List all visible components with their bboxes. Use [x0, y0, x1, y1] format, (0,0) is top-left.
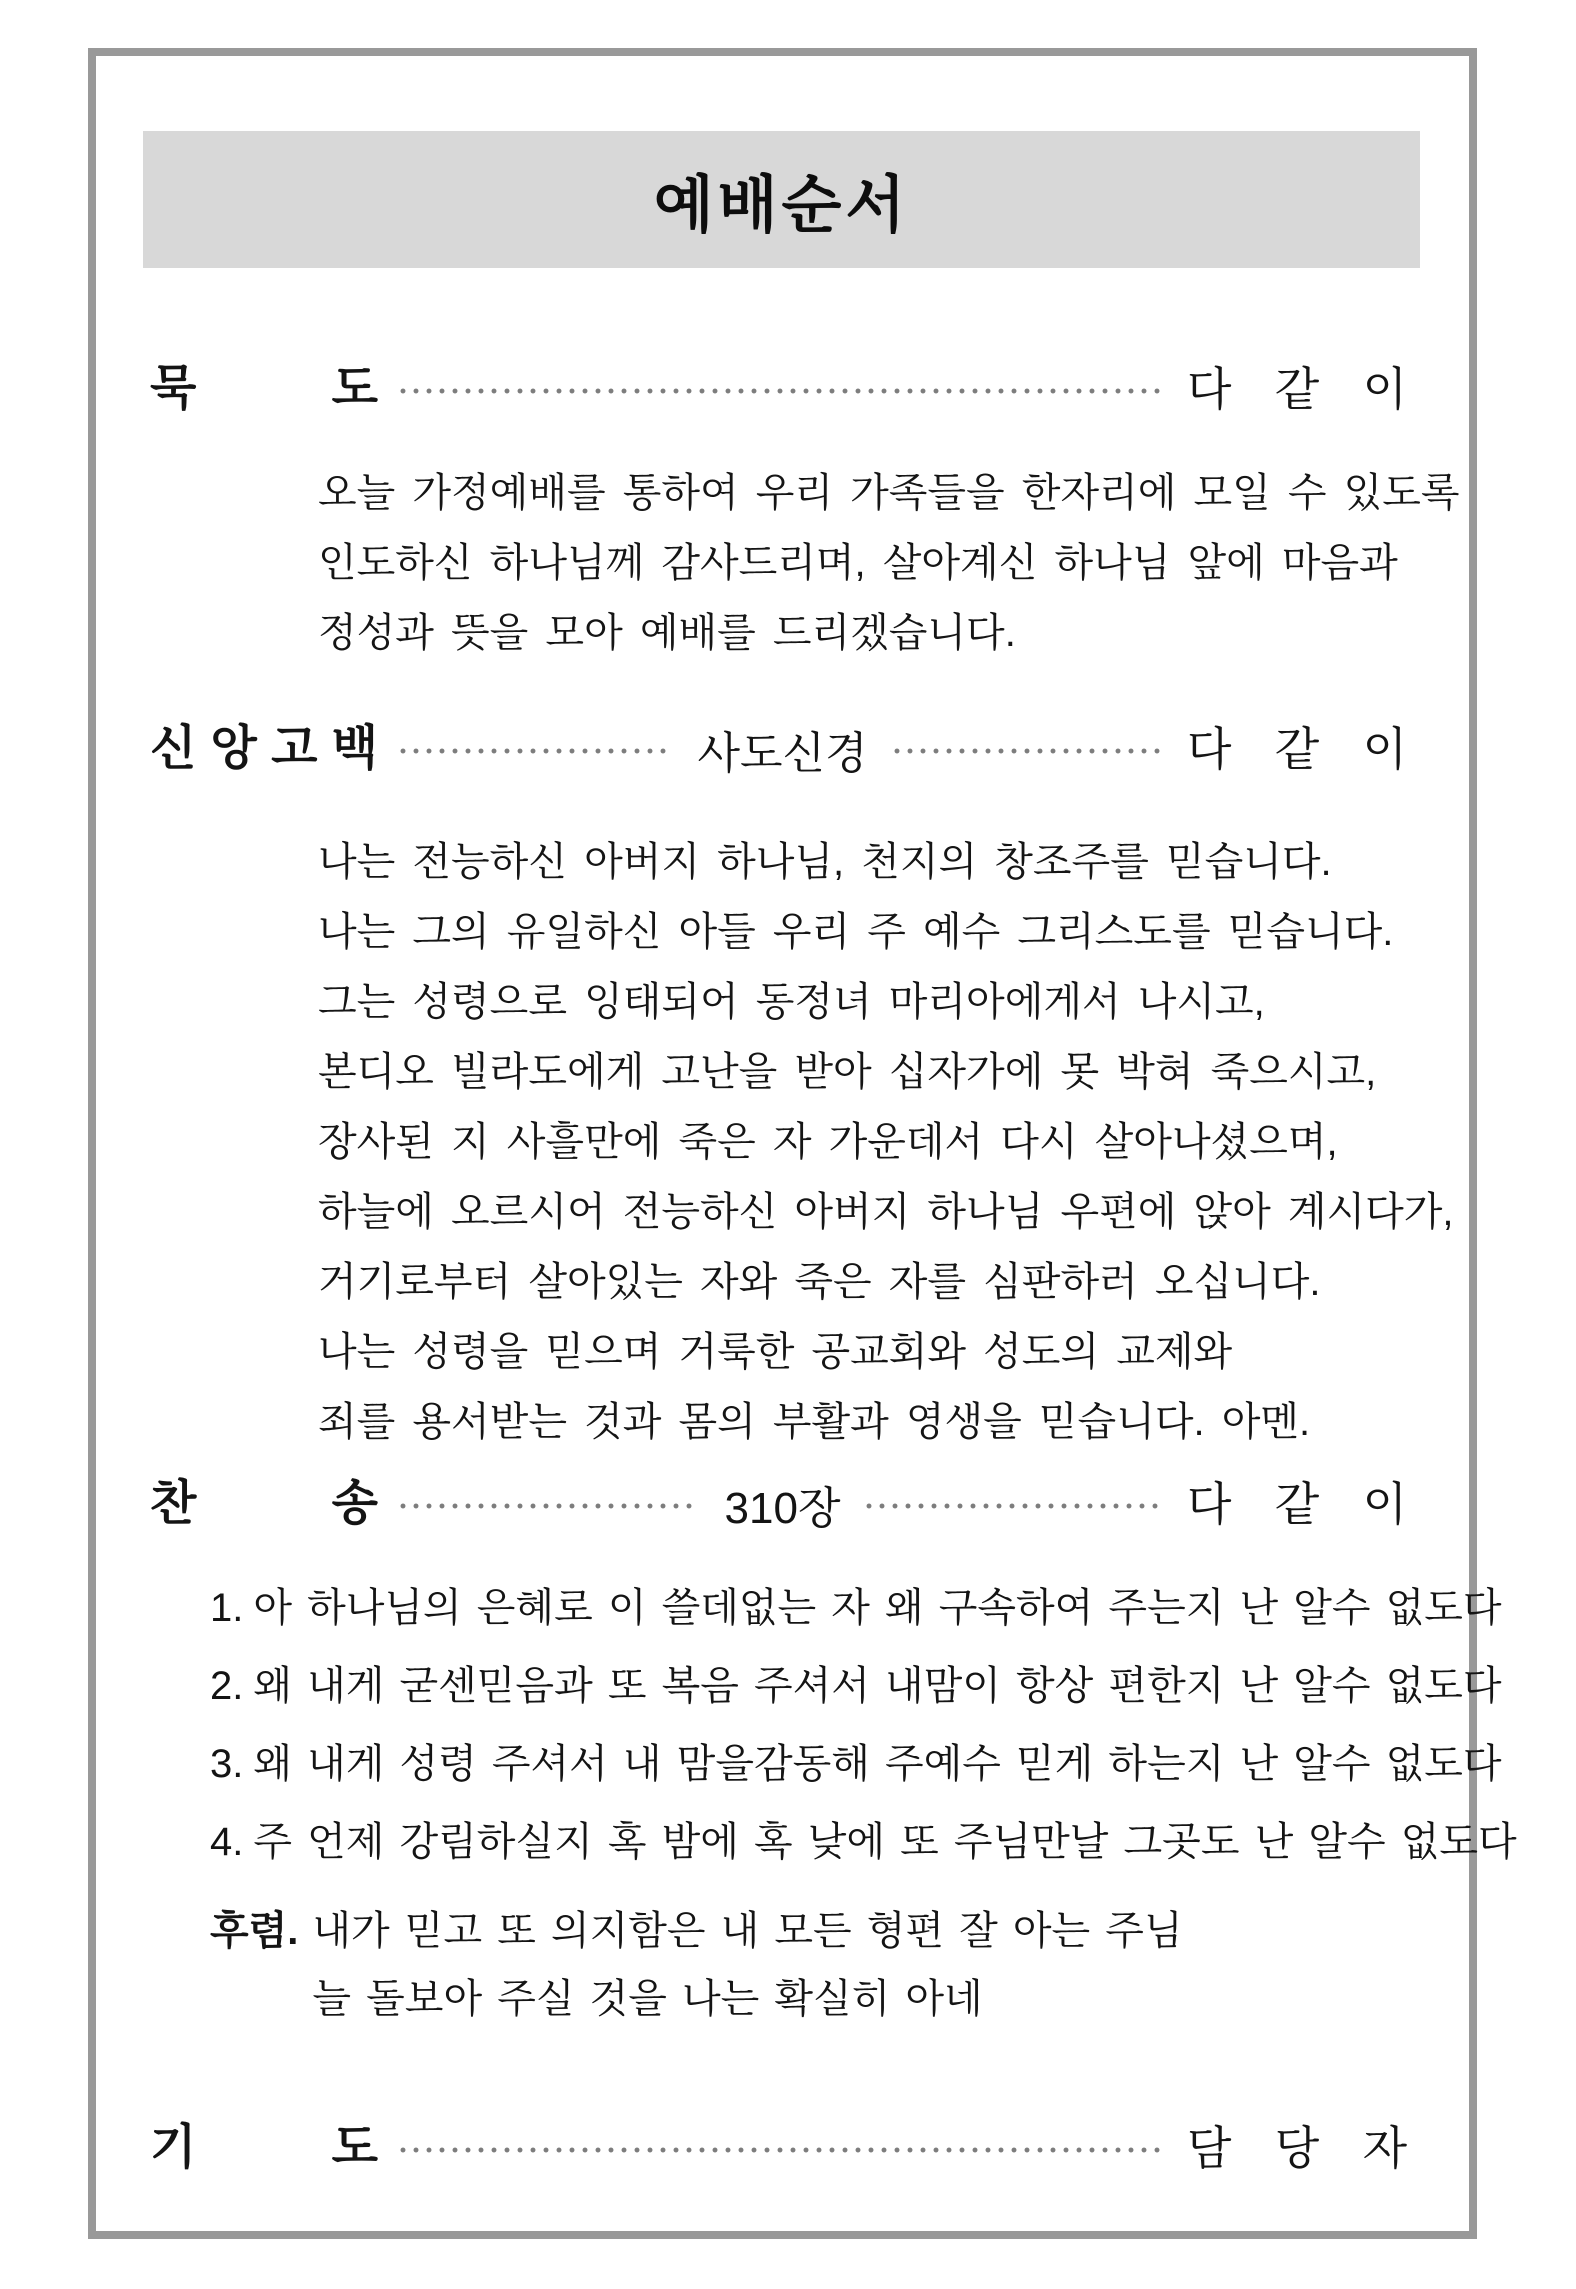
- order-performer-confession: [1187, 720, 1407, 778]
- hymn-verse-2: [210, 1663, 1502, 1709]
- document-border-frame: [88, 48, 1517, 2239]
- performer-char: 같: [1274, 363, 1320, 415]
- order-performer-hymn: [1187, 1475, 1407, 1533]
- order-label-hymn: [150, 1475, 378, 1533]
- text-line: 그는 성령으로 잉태되어 동정녀 마리아에게서 나시고,: [318, 980, 1265, 1024]
- text-line: 거기로부터 살아있는 자와 죽은 자를 심판하러 오십니다.: [318, 1260, 1321, 1304]
- text-line: 나는 그의 유일하신 아들 우리 주 예수 그리스도를 믿습니다.: [318, 910, 1394, 954]
- text-line: 오늘 가정예배를 통하여 우리 가족들을 한자리에 모일 수 있도록: [318, 471, 1460, 515]
- order-label-silent-prayer: [150, 360, 378, 418]
- label-char: 신: [150, 722, 197, 775]
- text-line: 본디오 빌라도에게 고난을 받아 십자가에 못 박혀 죽으시고,: [318, 1050, 1377, 1094]
- label-char: 찬: [150, 1477, 197, 1530]
- text-line: 늘 돌보아 주실 것을 나는 확실히 아네: [312, 1977, 983, 2021]
- text-line: 죄를 용서받는 것과 몸의 부활과 영생을 믿습니다. 아멘.: [318, 1400, 1311, 1444]
- dotted-leader: [400, 1503, 699, 1509]
- label-char: 묵: [150, 362, 197, 415]
- dotted-leader: [400, 748, 672, 754]
- text-line: 하늘에 오르시어 전능하신 아버지 하나님 우편에 앉아 계시다가,: [318, 1190, 1454, 1234]
- order-performer-prayer: [1187, 2119, 1407, 2177]
- order-row-silent-prayer: [150, 360, 1407, 418]
- refrain-lines: [312, 1897, 1182, 2033]
- verse-number: 2.: [210, 1664, 244, 1708]
- hymn-refrain: [210, 1897, 1469, 2033]
- label-char: 고: [271, 722, 318, 775]
- order-detail-apostles-creed: 사도신경: [697, 729, 868, 778]
- text-line: 인도하신 하나님께 감사드리며, 살아계신 하나님 앞에 마음과: [318, 541, 1398, 585]
- dotted-leader: [894, 748, 1166, 754]
- label-char: 송: [331, 1477, 378, 1530]
- dotted-leader: [400, 2147, 1165, 2153]
- hymn-verse-4: [210, 1819, 1517, 1865]
- label-char: 백: [331, 722, 378, 775]
- verse-text: 주 언제 강림하실지 혹 밤에 혹 낮에 또 주님만날 그곳도 난 알수 없도다: [253, 1820, 1517, 1864]
- label-char: 기: [150, 2121, 197, 2174]
- order-detail-hymn-number: 310장: [724, 1484, 841, 1533]
- text-line: 정성과 뜻을 모아 예배를 드리겠습니다.: [318, 611, 1016, 655]
- order-row-confession: [150, 720, 1407, 778]
- refrain-label: 후렴.: [210, 1909, 299, 1953]
- order-row-prayer: [150, 2119, 1407, 2177]
- verse-text: 왜 내게 굳센믿음과 또 복음 주셔서 내맘이 항상 편한지 난 알수 없도다: [253, 1664, 1502, 1708]
- verse-number: 3.: [210, 1742, 244, 1786]
- dotted-leader: [866, 1503, 1165, 1509]
- dotted-leader: [400, 388, 1165, 394]
- performer-char: 다: [1187, 1478, 1232, 1530]
- performer-char: 같: [1274, 1478, 1320, 1530]
- page-title: 예배순서: [653, 171, 910, 240]
- hymn-verse-1: [210, 1585, 1502, 1631]
- silent-prayer-text: [318, 458, 1469, 668]
- order-performer-silent-prayer: [1187, 360, 1407, 418]
- text-line: 나는 성령을 믿으며 거룩한 공교회와 성도의 교제와: [318, 1330, 1233, 1374]
- apostles-creed-text: [318, 827, 1469, 1457]
- text-line: 나는 전능하신 아버지 하나님, 천지의 창조주를 믿습니다.: [318, 840, 1332, 884]
- label-char: 앙: [210, 722, 257, 775]
- order-label-prayer: [150, 2119, 378, 2177]
- performer-char: 이: [1362, 1478, 1408, 1530]
- performer-char: 다: [1187, 363, 1232, 415]
- performer-char: 당: [1274, 2122, 1320, 2174]
- verse-text: 왜 내게 성령 주셔서 내 맘을감동해 주예수 믿게 하는지 난 알수 없도다: [253, 1742, 1502, 1786]
- verse-number: 4.: [210, 1820, 244, 1864]
- text-line: 장사된 지 사흘만에 죽은 자 가운데서 다시 살아나셨으며,: [318, 1120, 1338, 1164]
- performer-char: 이: [1362, 363, 1407, 415]
- title-banner: [143, 131, 1420, 268]
- order-label-confession: [150, 720, 378, 778]
- verse-text: 아 하나님의 은혜로 이 쓸데없는 자 왜 구속하여 주는지 난 알수 없도다: [253, 1586, 1502, 1630]
- text-line: 내가 믿고 또 의지함은 내 모든 형편 잘 아는 주님: [312, 1909, 1183, 1953]
- performer-char: 자: [1362, 2122, 1407, 2174]
- label-char: 도: [331, 362, 378, 415]
- performer-char: 다: [1187, 723, 1232, 775]
- performer-char: 같: [1274, 723, 1320, 775]
- hymn-verse-3: [210, 1741, 1502, 1787]
- performer-char: 담: [1187, 2122, 1232, 2174]
- performer-char: 이: [1362, 723, 1408, 775]
- hymn-verses: [210, 1585, 1517, 1865]
- verse-number: 1.: [210, 1586, 244, 1630]
- label-char: 도: [331, 2121, 378, 2174]
- order-row-hymn: [150, 1475, 1407, 1533]
